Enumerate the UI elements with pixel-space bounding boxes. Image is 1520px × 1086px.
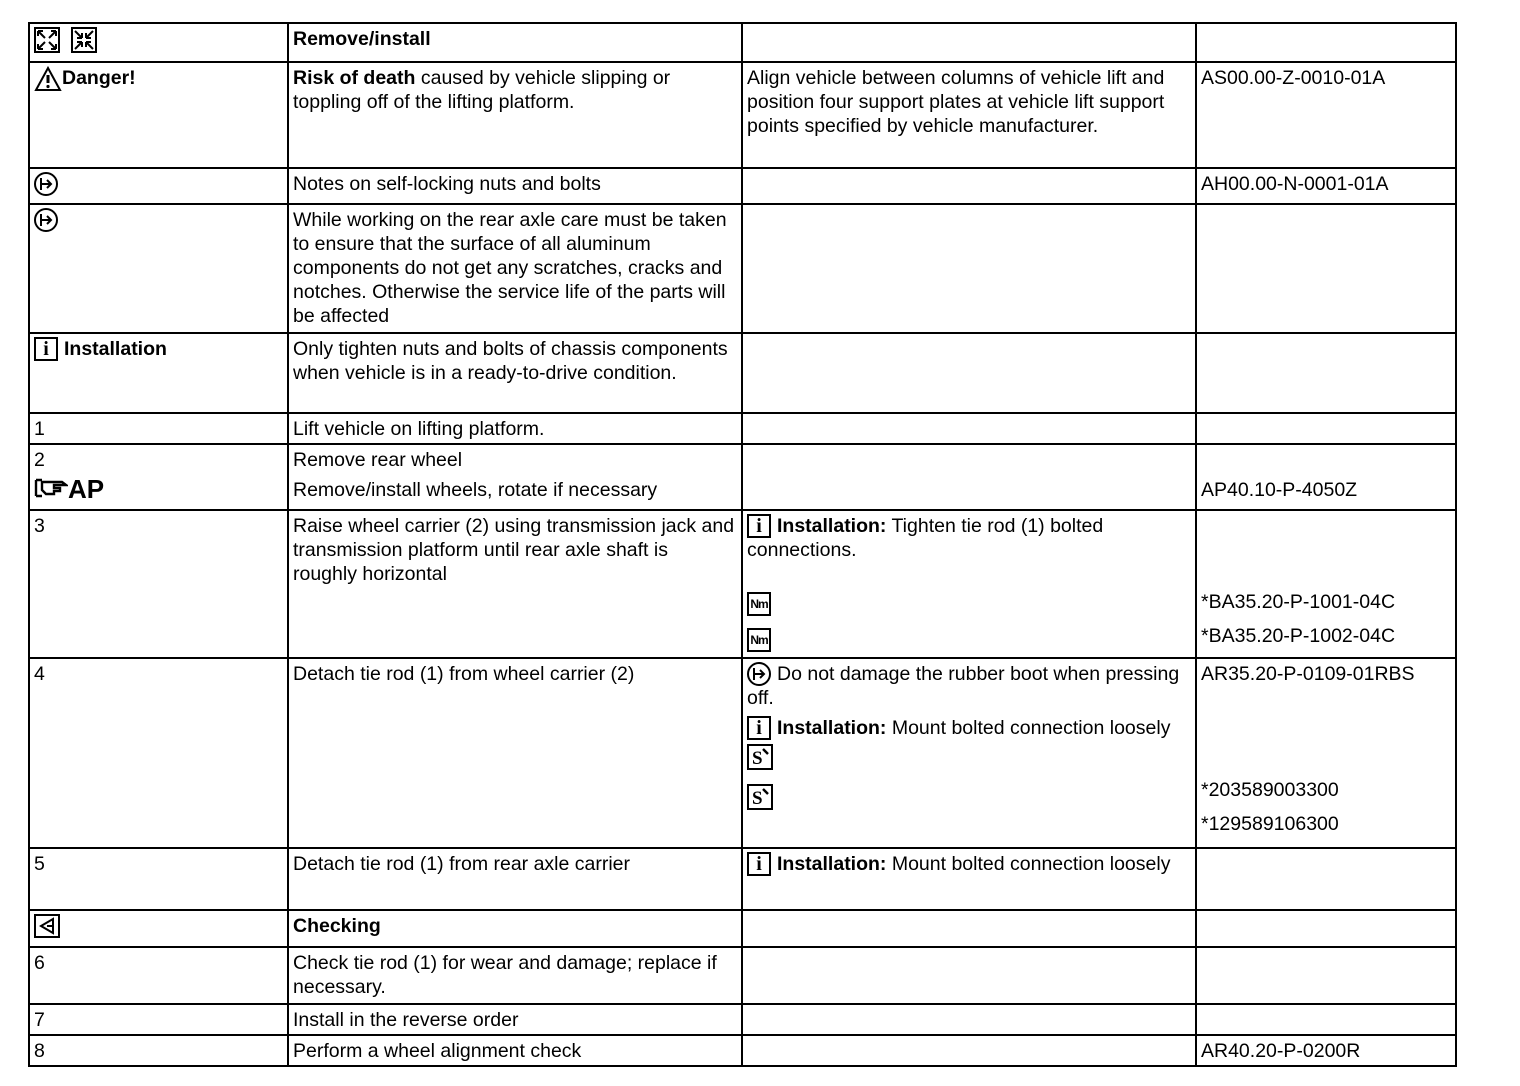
note-reference[interactable]: AH00.00-N-0001-01A — [1196, 168, 1456, 204]
warning-triangle-icon — [34, 66, 62, 98]
step-number: 6 — [29, 947, 288, 1004]
step-row — [29, 444, 1456, 510]
ap-text: Remove/install wheels, rotate if necessary — [293, 479, 658, 501]
ap-label: AP — [68, 474, 105, 504]
danger-cell — [29, 62, 288, 168]
step-text: Perform a wheel alignment check — [288, 1035, 742, 1066]
step-row: 3 Raise wheel carrier (2) using transmission jack and transmission platform until rear axle shaft is roughly horizontal i Installation: Tighten tie rod (1) bolted connections. Nm Nm *BA35.20-P-1001-04C *BA35.20-P-1002-04C — [29, 510, 1456, 658]
step-row — [29, 1004, 1456, 1035]
step-number: 3 — [29, 510, 288, 658]
torque-nm-icon: Nm — [747, 628, 771, 652]
tool-reference[interactable]: *203589003300 — [1201, 779, 1339, 801]
alignment-reference[interactable]: AR40.20-P-0200R — [1196, 1035, 1456, 1066]
tool-reference[interactable]: *129589106300 — [1201, 813, 1339, 835]
note-pointer-icon — [747, 662, 771, 686]
step-row: 5 Detach tie rod (1) from rear axle carrier i Installation: Mount bolted connection loosely — [29, 848, 1456, 910]
svg-text:S: S — [752, 748, 763, 769]
step-text: Check tie rod (1) for wear and damage; replace if necessary. — [288, 947, 742, 1004]
note-text: While working on the rear axle care must be taken to ensure that the surface of all aluminum components do not get any scratches, cracks and notches. Otherwise the service life of the parts will be affected — [288, 204, 742, 333]
info-icon: i — [747, 716, 771, 740]
installation-text: Only tighten nuts and bolts of chassis components when vehicle is in a ready-to-drive condition. — [288, 333, 742, 413]
danger-reference[interactable]: AS00.00-Z-0010-01A — [1196, 62, 1456, 168]
note-pointer-icon — [34, 172, 58, 196]
torque-reference[interactable]: *BA35.20-P-1002-04C — [1201, 625, 1396, 647]
info-icon: i — [747, 852, 771, 876]
ap-reference[interactable]: AP40.10-P-4050Z — [1201, 479, 1358, 501]
header-icons-cell — [29, 23, 288, 62]
info-icon: i — [747, 514, 771, 538]
step-number: 2 — [34, 449, 45, 471]
procedure-table — [28, 22, 1457, 1067]
step-number: 5 — [29, 848, 288, 910]
step-row — [29, 947, 1456, 1004]
collapse-icon[interactable] — [71, 27, 97, 59]
step-number: 1 — [29, 413, 288, 444]
pointing-hand-icon — [34, 476, 68, 506]
step-text: Remove rear wheel — [293, 449, 463, 471]
note-text: Notes on self-locking nuts and bolts — [288, 168, 742, 204]
step-number: 7 — [29, 1004, 288, 1035]
svg-text:S: S — [752, 788, 763, 809]
danger-row — [29, 62, 1456, 168]
step-text: Install in the reverse order — [288, 1004, 742, 1035]
step-row: 4 Detach tie rod (1) from wheel carrier (2) Do not damage the rubber boot when pressing off. i Installation: Mount bolted connection loosely S S AR35.20-P-0109-01RBS *203589003300 *129589106300 — [29, 658, 1456, 848]
danger-description: Risk of death caused by vehicle slipping or toppling off of the lifting platform. — [288, 62, 742, 168]
step-number: 4 — [29, 658, 288, 848]
note-row — [29, 168, 1456, 204]
step-text: Detach tie rod (1) from rear axle carrier — [288, 848, 742, 910]
step-row — [29, 413, 1456, 444]
step-row — [29, 1035, 1456, 1066]
checking-icon — [34, 914, 60, 944]
header-row — [29, 23, 1456, 62]
torque-nm-icon: Nm — [747, 592, 771, 616]
checking-row — [29, 910, 1456, 947]
torque-reference[interactable]: *BA35.20-P-1001-04C — [1201, 591, 1396, 613]
expand-icon[interactable] — [34, 27, 60, 59]
info-icon: i — [34, 337, 58, 361]
danger-label: Danger! — [62, 67, 136, 89]
installation-info-row — [29, 333, 1456, 413]
special-tool-icon — [747, 744, 773, 776]
step-text: Detach tie rod (1) from wheel carrier (2) — [288, 658, 742, 848]
step-number: 8 — [29, 1035, 288, 1066]
installation-label: Installation — [64, 338, 167, 360]
step-text: Raise wheel carrier (2) using transmission jack and transmission platform until rear axle shaft is roughly horizontal — [288, 510, 742, 658]
section-title: Remove/install — [288, 23, 742, 62]
note-pointer-icon — [34, 208, 58, 232]
checking-label: Checking — [288, 910, 742, 947]
procedure-reference[interactable]: AR35.20-P-0109-01RBS — [1201, 663, 1415, 685]
special-tool-icon — [747, 784, 773, 816]
danger-instruction: Align vehicle between columns of vehicle lift and position four support plates at vehicle lift support points specified by vehicle manufacturer. — [742, 62, 1196, 168]
note-text: Do not damage the rubber boot when pressing off. — [747, 663, 1180, 709]
step-text: Lift vehicle on lifting platform. — [288, 413, 742, 444]
note-row — [29, 204, 1456, 333]
